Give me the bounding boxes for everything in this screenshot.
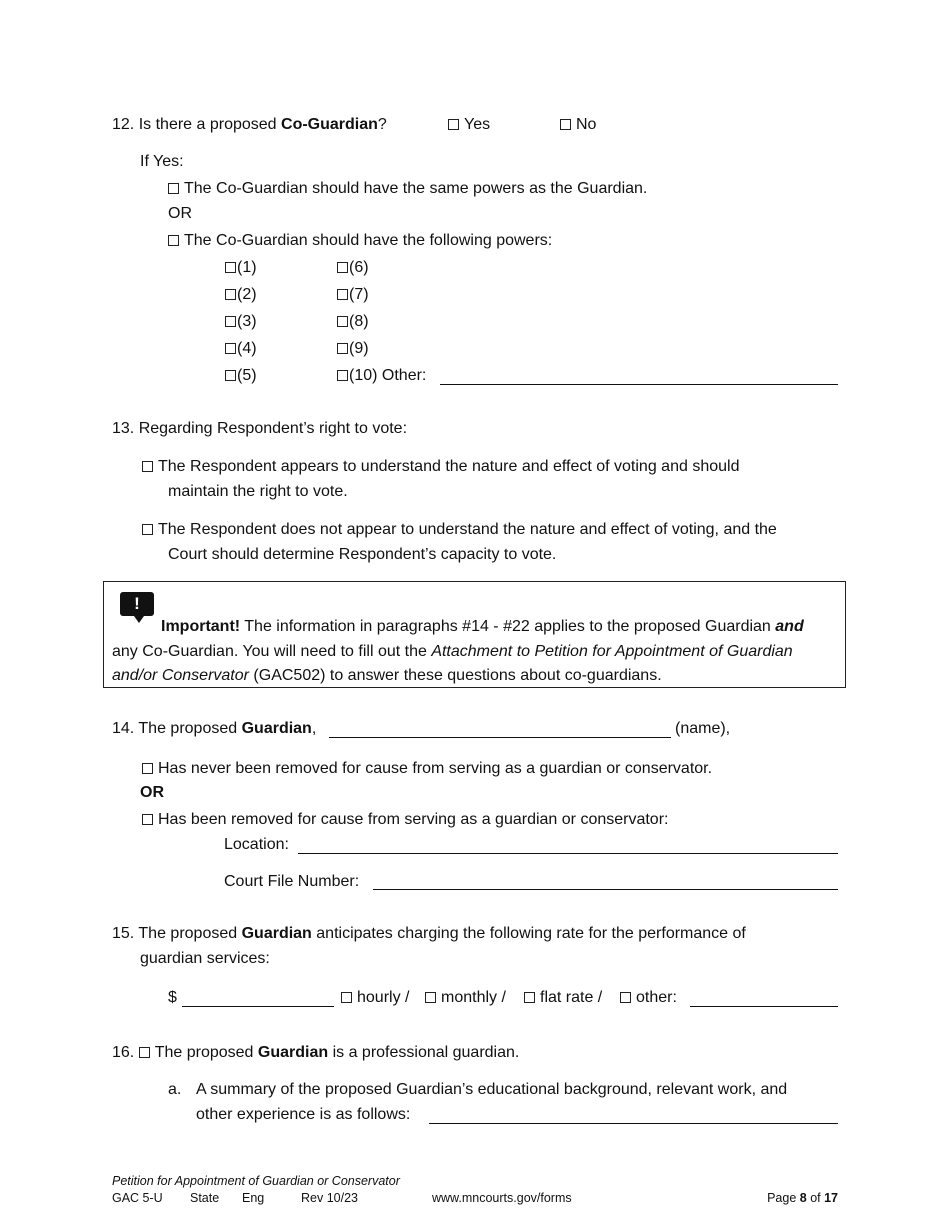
power-4-option[interactable]: (4): [225, 339, 257, 359]
location-label: Location:: [224, 836, 289, 853]
rate-flat-option[interactable]: flat rate /: [524, 988, 602, 1008]
checkbox[interactable]: [620, 992, 631, 1003]
alert-speech-bubble-icon: !: [120, 592, 154, 616]
power-8-option[interactable]: (8): [337, 312, 369, 332]
checkbox[interactable]: [225, 289, 236, 300]
q15-question-cont: guardian services:: [140, 950, 270, 967]
power-2-option[interactable]: (2): [225, 285, 257, 305]
footer-page-number: Page 8 of 17: [767, 1191, 838, 1205]
important-notice: [103, 581, 846, 688]
checkbox[interactable]: [337, 316, 348, 327]
q16-question[interactable]: 16. The proposed Guardian is a professional guardian.: [112, 1044, 520, 1061]
footer-state: State: [190, 1191, 220, 1205]
checkbox[interactable]: [337, 343, 348, 354]
power-5-option[interactable]: (5): [225, 366, 257, 386]
checkbox[interactable]: [168, 235, 179, 246]
power-6-option[interactable]: (6): [337, 258, 369, 278]
guardian-name-input-line[interactable]: [329, 737, 671, 738]
q13-not-understands-option-cont: Court should determine Respondent’s capacity to vote.: [168, 546, 557, 563]
q12-following-powers-option[interactable]: The Co-Guardian should have the following powers:: [168, 231, 552, 251]
rate-other-input-line[interactable]: [690, 1006, 838, 1007]
checkbox[interactable]: [142, 763, 153, 774]
checkbox[interactable]: [142, 524, 153, 535]
checkbox[interactable]: [225, 370, 236, 381]
court-file-input-line[interactable]: [373, 889, 838, 890]
rate-monthly-option[interactable]: monthly /: [425, 988, 506, 1008]
checkbox[interactable]: [337, 289, 348, 300]
checkbox[interactable]: [448, 119, 459, 130]
checkbox[interactable]: [425, 992, 436, 1003]
rate-amount-input-line[interactable]: [182, 1006, 334, 1007]
rate-hourly-option[interactable]: hourly /: [341, 988, 409, 1008]
q12-same-powers-option[interactable]: The Co-Guardian should have the same powers as the Guardian.: [168, 179, 647, 199]
location-input-line[interactable]: [298, 853, 838, 854]
q13-understands-option[interactable]: The Respondent appears to understand the nature and effect of voting and should: [142, 457, 739, 477]
q13-understands-option-cont: maintain the right to vote.: [168, 483, 348, 500]
name-label: (name),: [675, 720, 731, 737]
footer-revision: Rev 10/23: [301, 1191, 358, 1205]
footer-form-title: Petition for Appointment of Guardian or Conservator: [112, 1174, 400, 1188]
q13-question: 13. Regarding Respondent’s right to vote:: [112, 420, 408, 437]
checkbox[interactable]: [142, 814, 153, 825]
q13-not-understands-option[interactable]: The Respondent does not appear to understand the nature and effect of voting, and the: [142, 520, 777, 540]
power-other-input-line[interactable]: [440, 384, 838, 385]
power-9-option[interactable]: (9): [337, 339, 369, 359]
experience-input-line[interactable]: [429, 1123, 838, 1124]
footer-form-code: GAC 5-U: [112, 1191, 163, 1205]
q14-removed-option[interactable]: Has been removed for cause from serving as a guardian or conservator:: [142, 810, 668, 830]
checkbox[interactable]: [341, 992, 352, 1003]
checkbox[interactable]: [142, 461, 153, 472]
checkbox[interactable]: [225, 316, 236, 327]
q15-question: 15. The proposed Guardian anticipates charging the following rate for the performance of: [112, 925, 746, 942]
court-file-label: Court File Number:: [224, 873, 360, 890]
footer-url[interactable]: www.mncourts.gov/forms: [432, 1191, 572, 1205]
checkbox[interactable]: [337, 262, 348, 273]
power-10-option[interactable]: (10) Other:: [337, 366, 426, 386]
q14-never-removed-option[interactable]: Has never been removed for cause from serving as a guardian or conservator.: [142, 759, 712, 779]
checkbox[interactable]: [225, 262, 236, 273]
power-3-option[interactable]: (3): [225, 312, 257, 332]
power-7-option[interactable]: (7): [337, 285, 369, 305]
q12-no-option[interactable]: No: [560, 115, 596, 135]
notice-text: Important! The information in paragraphs #14 - #22 applies to the proposed Guardian and any Co-Guardian. You will need to fill out the Attachment to Petition for Appointment of Guardian and/or Conservator (GAC502) to answer these questions about co-guardians.: [112, 618, 804, 684]
power-1-option[interactable]: (1): [225, 258, 257, 278]
q12-or-label: OR: [168, 205, 192, 222]
q16a-text-cont: other experience is as follows:: [196, 1106, 411, 1123]
q14-question: 14. The proposed Guardian,: [112, 720, 317, 737]
checkbox[interactable]: [524, 992, 535, 1003]
q12-if-yes-label: If Yes:: [140, 153, 184, 170]
q16a-label: a.: [168, 1081, 182, 1098]
q14-or-label: OR: [140, 784, 164, 801]
checkbox[interactable]: [337, 370, 348, 381]
q16a-text: A summary of the proposed Guardian’s educational background, relevant work, and: [196, 1081, 788, 1098]
checkbox[interactable]: [225, 343, 236, 354]
q12-question: 12. Is there a proposed Co-Guardian?: [112, 116, 387, 133]
dollar-sign: $: [168, 989, 177, 1006]
q12-yes-option[interactable]: Yes: [448, 115, 490, 135]
rate-other-option[interactable]: other:: [620, 988, 677, 1008]
checkbox[interactable]: [139, 1047, 150, 1058]
checkbox[interactable]: [560, 119, 571, 130]
footer-language: Eng: [242, 1191, 265, 1205]
checkbox[interactable]: [168, 183, 179, 194]
